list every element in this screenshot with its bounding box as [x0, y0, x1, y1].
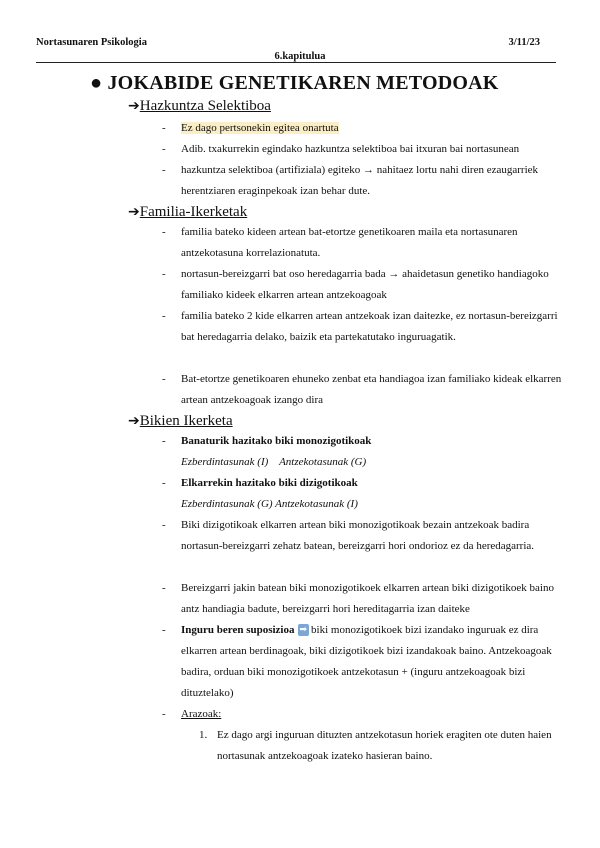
header-chapter: 6.kapitulua [274, 51, 326, 62]
section-heading-bikien [128, 413, 233, 430]
header-course: Nortasunaren Psikologia [36, 37, 147, 48]
list-item [162, 369, 562, 411]
list-item [162, 620, 562, 704]
list-dash: - [162, 477, 166, 489]
list-item [162, 306, 562, 348]
list-item-text: hazkuntza selektiboa (artifiziala) egiteko → nahitaez lortu nahi diren ezaugarriek herentziaren eraginpekoak izan behar dute. [181, 164, 539, 197]
env-label: Inguru beren suposizioa [181, 624, 295, 636]
list-item-text: Bat-etortze genetikoaren ehuneko zenbat eta handiagoa izan familiako kideak elkarren artean antzekoagoak izango dira [181, 373, 562, 406]
title-text: JOKABIDE GENETIKAREN METODOAK [107, 72, 499, 94]
list-item-text: familia bateko 2 kide elkarren artean antzekoak izan daitezke, ez nortasun-bereizgarri bat heredagarria delako, baizik eta partekatutako inguruagatik. [181, 310, 558, 343]
raised-apart-sub: Ezberdintasunak (I) Antzekotasunak (G) [181, 456, 367, 468]
list-dash: - [162, 310, 166, 322]
raised-apart-label: Banaturik hazitako biki monozigotikoak [181, 435, 372, 447]
section-heading-text: Bikien Ikerketa [139, 413, 233, 429]
list-dash: - [162, 435, 166, 447]
section-heading-text: Hazkuntza Selektiboa [139, 98, 271, 114]
raised-together-label: Elkarrekin hazitako biki dizigotikoak [181, 477, 358, 489]
section-heading-text: Familia-Ikerketak [139, 204, 248, 220]
section-heading-familia [128, 204, 247, 221]
list-item [162, 264, 562, 306]
list-item-text: Adib. txakurrekin egindako hazkuntza selektiboa bai itxuran bai nortasunean [181, 143, 520, 155]
header-rule [36, 62, 556, 63]
list-item [162, 473, 562, 494]
list-item-text: nortasun-bereizgarri bat oso heredagarria bada → ahaidetasun genetiko handiagoko familiako kideek elkarren artean antzekoagoak [181, 268, 549, 301]
list-item-text: familia bateko kideen artean bat-etortze genetikoaren maila eta nortasunaren antzekotasuna korrelazionatuta. [181, 226, 518, 259]
list-dash: - [162, 373, 166, 385]
list-item-text: Biki dizigotikoak elkarren artean biki monozigotikoak bezain antzekoak badira nortasun-bereizgarri zehatz batean, bereizgarri hori ondorioz ez da heredagarria. [181, 519, 535, 552]
list-dash: - [162, 122, 166, 134]
env-text: biki monozigotikoek bizi izandako inguruak ez dira elkarren artean berdinagoak, biki dizigotikoek bizi izandakoak baino. Antzekoagoak badira, orduan biki monozigotikoek antzekotasun + (inguru antzekoagoak bizi dituztelako) [181, 624, 552, 699]
list-item [162, 160, 562, 202]
raised-together-sub: Ezberdintasunak (G) Antzekotasunak (I) [181, 498, 358, 510]
list-dash: - [162, 708, 166, 720]
item-number: 1. [199, 729, 208, 741]
list-dash: - [162, 624, 166, 636]
numbered-item-text: Ez dago argi inguruan dituzten antzekotasun horiek eragiten ote duten haien nortasunak antzekoagoak izateko hasieran baino. [217, 729, 552, 762]
section-heading-hazkuntza [128, 98, 271, 115]
arrow-right-box-icon: ➡ [299, 625, 308, 635]
list-dash: - [162, 519, 166, 531]
list-dash: - [162, 268, 166, 280]
list-item [162, 515, 562, 557]
numbered-item [199, 725, 559, 767]
list-dash: - [162, 582, 166, 594]
highlighted-text: Ez dago pertsonekin egitea onartuta [181, 122, 339, 134]
arrow-right-icon: ➔ [128, 204, 140, 220]
header-date: 3/11/23 [508, 37, 540, 48]
list-item [162, 118, 562, 139]
list-item [162, 139, 562, 160]
list-dash: - [162, 143, 166, 155]
list-item [162, 431, 562, 452]
list-dash: - [162, 164, 166, 176]
page-title [90, 72, 499, 95]
list-dash: - [162, 226, 166, 238]
arrow-right-icon: ➔ [128, 413, 140, 429]
list-item [162, 578, 562, 620]
list-item-text: Bereizgarri jakin batean biki monozigotikoek elkarren artean biki dizigotikoek baino antz handiagia badute, bereizgarri hori hereditagarria izan daiteke [181, 582, 554, 615]
list-item [162, 704, 562, 725]
arrow-right-icon: ➔ [128, 98, 140, 114]
title-bullet-icon: ● [90, 72, 103, 94]
reasons-label: Arazoak: [181, 708, 222, 720]
list-item [162, 222, 562, 264]
